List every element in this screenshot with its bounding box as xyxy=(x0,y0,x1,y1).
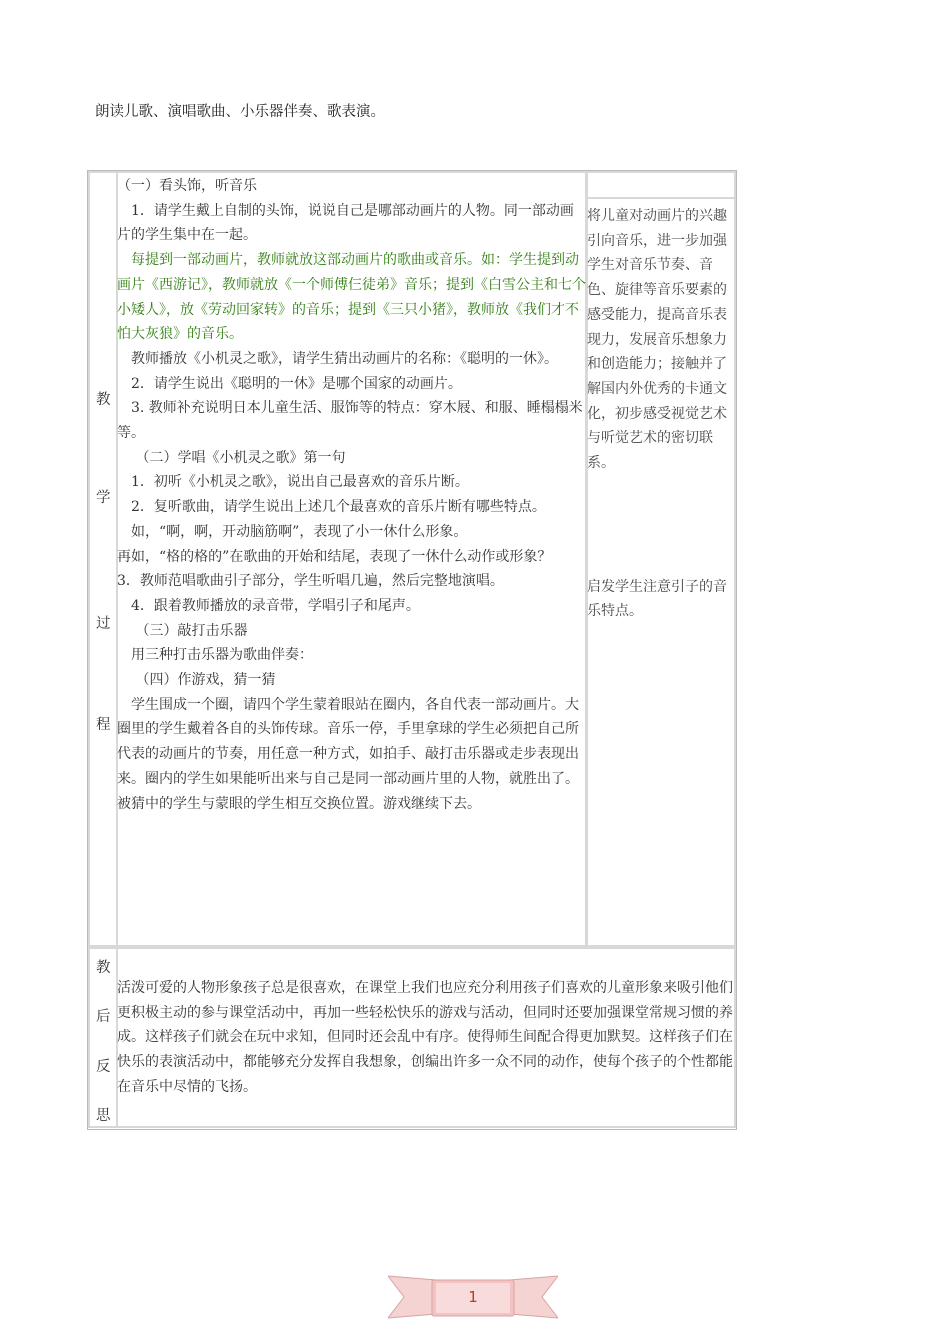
content-paragraph: （一）看头饰，听音乐 xyxy=(117,178,257,194)
content-paragraph: 再如，“格的格的”在歌曲的开始和结尾，表现了一休什么动作或形象？ xyxy=(117,548,552,565)
note-paragraph: 将儿童对动画片的兴趣引向音乐，进一步加强学生对音乐节奏、音色、旋律等音乐要素的感受能力，提高音乐表现力，发展音乐想象力和创造能力；接触并了解国内外优秀的卡通文化，初步感受视觉艺术与听觉艺术的密切联系。 xyxy=(587,208,727,472)
reflection-paragraph: 活泼可爱的人物形象孩子总是很喜欢，在课堂上我们也应充分利用孩子们喜欢的儿童形象来吸引他们更积极主动的参与课堂活动中，再加一些轻松快乐的游戏与活动，但同时还要加强课堂常规习惯的养成。这样孩子们就会在玩中求知，但同时还会乱中有序。使得师生间配合得更加默契。这样孩子们在快乐的表演活动中，都能够充分发挥自我想象，创编出许多一众不同的动作，使每个孩子的个性都能在音乐中尽情的飞扬。 xyxy=(117,980,733,1095)
page-number: 1 xyxy=(468,1288,478,1306)
design-notes xyxy=(587,204,735,624)
content-paragraph: 3. 教师补充说明日本儿童生活、服饰等的特点：穿木屐、和服、睡榻榻米等。 xyxy=(117,400,583,442)
page-footer xyxy=(388,1274,558,1320)
process-label-char: 学 xyxy=(96,490,111,506)
content-paragraph: 1．初听《小机灵之歌》，说出自己最喜欢的音乐片断。 xyxy=(117,474,469,491)
process-content xyxy=(117,174,587,816)
content-paragraph: （三）敲打击乐器 xyxy=(117,622,248,639)
content-paragraph: 2．请学生说出《聪明的一休》是哪个国家的动画片。 xyxy=(117,375,462,392)
notes-header-cell xyxy=(585,171,736,199)
intro-line: 朗读儿歌、演唱歌曲、小乐器伴奏、歌表演。 xyxy=(95,104,385,120)
content-paragraph: （四）作游戏，猜一猜 xyxy=(117,672,276,689)
content-paragraph: 4．跟着教师播放的录音带，学唱引子和尾声。 xyxy=(117,597,420,614)
content-paragraph: 用三种打击乐器为歌曲伴奏： xyxy=(117,647,313,664)
reflection-label-char: 后 xyxy=(96,1009,111,1025)
process-label-char: 过 xyxy=(96,616,111,632)
content-paragraph: 如，“啊，啊，开动脑筋啊”，表现了小一休什么形象。 xyxy=(117,523,468,540)
content-paragraph: 1．请学生戴上自制的头饰，说说自己是哪部动画片的人物。同一部动画片的学生集中在一起。 xyxy=(117,202,574,244)
content-paragraph: 教师播放《小机灵之歌》，请学生猜出动画片的名称：《聪明的一休》。 xyxy=(117,350,558,367)
content-paragraph: 学生围成一个圈，请四个学生蒙着眼站在圈内，各自代表一部动画片。大圈里的学生戴着各自的头饰传球。音乐一停，手里拿球的学生必须把自己所代表的动画片的节奏，用任意一种方式，如拍手、敲打击乐器或走步表现出来。圈内的学生如果能听出来与自己是同一部动画片里的人物，就胜出了。被猜中的学生与蒙眼的学生相互交换位置。游戏继续下去。 xyxy=(117,696,579,812)
reflection-text xyxy=(117,976,737,1100)
note-paragraph: 启发学生注意引子的音乐特点。 xyxy=(587,578,727,620)
reflection-label-char: 反 xyxy=(96,1059,111,1075)
process-label-cell xyxy=(88,171,118,947)
process-label-char: 程 xyxy=(96,717,111,733)
content-paragraph: 每提到一部动画片，教师就放这部动画片的歌曲或音乐。如：学生提到动画片《西游记》，教师就放《一个师傅仨徒弟》音乐；提到《白雪公主和七个小矮人》，放《劳动回家转》的音乐；提到《三只小猪》，教师放《我们才不怕大灰狼》的音乐。 xyxy=(117,252,586,343)
reflection-label-char: 教 xyxy=(96,960,111,976)
process-label-char: 教 xyxy=(96,392,111,408)
reflection-label-char: 思 xyxy=(96,1108,111,1124)
content-paragraph: 3．教师范唱歌曲引子部分，学生听唱几遍，然后完整地演唱。 xyxy=(117,573,504,590)
content-paragraph: 2．复听歌曲，请学生说出上述几个最喜欢的音乐片断有哪些特点。 xyxy=(117,499,546,516)
content-paragraph: （二）学唱《小机灵之歌》第一句 xyxy=(117,449,346,466)
